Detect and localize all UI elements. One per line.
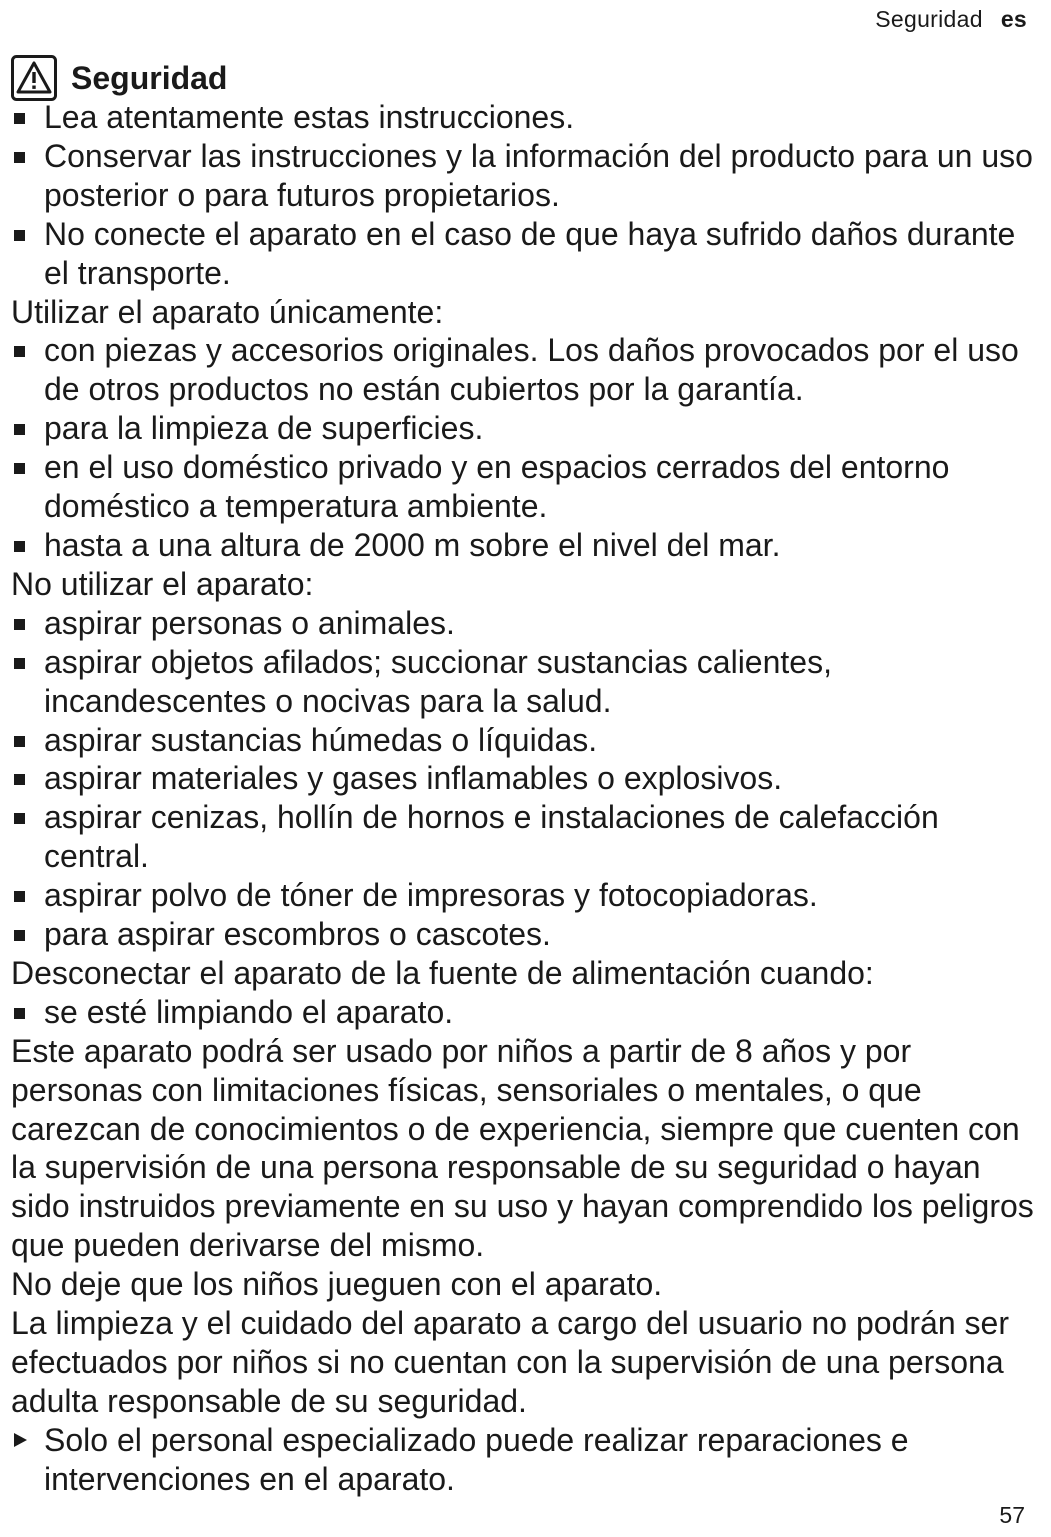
list-item: aspirar sustancias húmedas o líquidas. xyxy=(11,721,1045,760)
list-item: Conservar las instrucciones y la información del producto para un uso posterior o para futuros propietarios. xyxy=(11,137,1045,215)
running-header-language: es xyxy=(1000,6,1027,32)
list-item: para la limpieza de superficies. xyxy=(11,409,1045,448)
children-paragraph: Este aparato podrá ser usado por niños a partir de 8 años y por personas con limitaciones físicas, sensoriales o mentales, o que carezcan de conocimientos o de experiencia, siempre que cuenten con la supervisión de una persona responsable de su seguridad o hayan sido instruidos previamente en su uso y hayan comprendido los peligros que pueden derivarse del mismo. xyxy=(11,1032,1034,1264)
running-header xyxy=(875,6,1027,33)
list-item: para aspirar escombros o cascotes. xyxy=(11,915,1045,954)
list-item: aspirar personas o animales. xyxy=(11,604,1045,643)
list-item: con piezas y accesorios originales. Los daños provocados por el uso de otros productos no están cubiertos por la garantía. xyxy=(11,331,1045,409)
action-item xyxy=(11,1421,1045,1499)
list-item: No conecte el aparato en el caso de que haya sufrido daños durante el transporte. xyxy=(11,215,1045,293)
list-item: Lea atentamente estas instrucciones. xyxy=(11,98,1045,137)
disconnect-list xyxy=(11,993,1045,1032)
warning-triangle-icon xyxy=(11,55,57,101)
list-item: en el uso doméstico privado y en espacios cerrados del entorno doméstico a temperatura ambiente. xyxy=(11,448,1045,526)
running-header-section: Seguridad xyxy=(875,6,983,32)
list-item: aspirar cenizas, hollín de hornos e instalaciones de calefacción central. xyxy=(11,798,1045,876)
section-title: Seguridad xyxy=(71,59,228,96)
action-arrow-icon xyxy=(14,1433,27,1447)
do-not-use-list xyxy=(11,604,1045,954)
disconnect-intro: Desconectar el aparato de la fuente de alimentación cuando: xyxy=(11,954,874,991)
cleaning-paragraph: La limpieza y el cuidado del aparato a cargo del usuario no podrán ser efectuados por niños si no cuentan con la supervisión de una persona adulta responsable de su seguridad. xyxy=(11,1305,1009,1419)
action-item-text: Solo el personal especializado puede realizar reparaciones e intervenciones en el aparato. xyxy=(44,1421,909,1497)
page-content xyxy=(11,58,1045,1499)
list-item: aspirar polvo de tóner de impresoras y fotocopiadoras. xyxy=(11,876,1045,915)
list-item: hasta a una altura de 2000 m sobre el nivel del mar. xyxy=(11,526,1045,565)
list-item: aspirar objetos afilados; succionar sustancias calientes, incandescentes o nocivas para la salud. xyxy=(11,643,1045,721)
use-only-list xyxy=(11,331,1045,564)
use-only-intro: Utilizar el aparato únicamente: xyxy=(11,293,444,330)
section-heading xyxy=(11,58,1045,98)
page-number: 57 xyxy=(999,1502,1025,1528)
general-list xyxy=(11,98,1045,293)
do-not-use-intro: No utilizar el aparato: xyxy=(11,565,314,602)
list-item: aspirar materiales y gases inflamables o explosivos. xyxy=(11,759,1045,798)
list-item: se esté limpiando el aparato. xyxy=(11,993,1045,1032)
no-play-paragraph: No deje que los niños jueguen con el aparato. xyxy=(11,1266,663,1303)
